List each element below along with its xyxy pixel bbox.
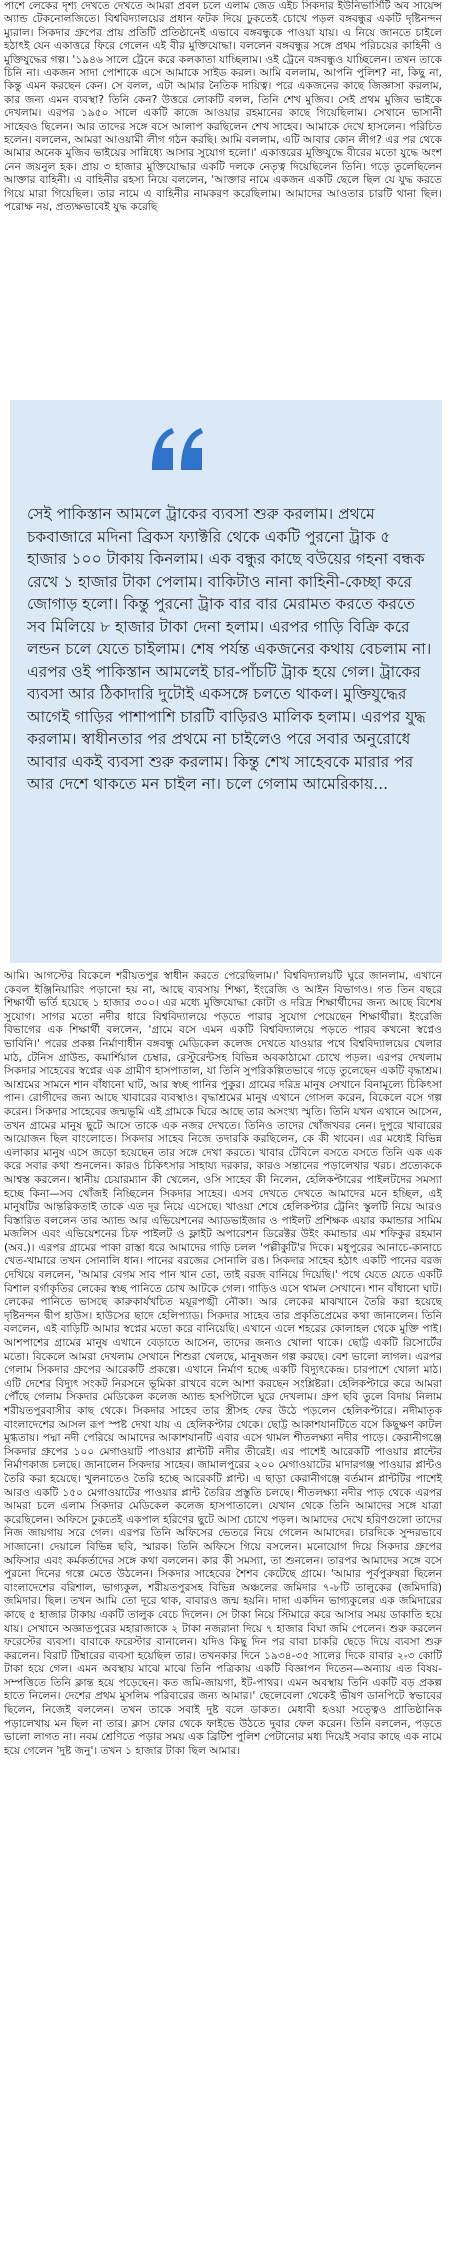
pull-quote-box [10, 400, 442, 963]
article-paragraph-bottom: আমি। আগস্টের বিকেলে শরীয়তপুর স্বাধীন করতে পেরেছিলাম।' বিশ্ববিদ্যালয়টি ঘুরে জানলাম, এখানে কেবল ইঞ্জিনিয়ারিং পড়ানো হয় না, আছে ব্যবসায় শিক্ষা, ইংরেজি ও আইন বিভাগও। গত তিন বছরে শিক্ষার্থী ভর্তি হয়েছে ১ হাজার ৩০০। এর মধ্যে মুক্তিযোদ্ধা কোটা ও দরিদ্র শিক্ষার্থীদের জন্য আছে বিশেষ সুযোগ। সাগর মতো নদীর ধারে বিশ্ববিদ্যালয়ে পড়তে পারার সুযোগ পেয়েছেন শিক্ষার্থীরা। ইংরেজি বিভাগের এক শিক্ষার্থী বললেন, 'গ্রামে বসে এমন একটি বিশ্ববিদ্যালয়ে পড়তে পারব কখনো স্বপ্নেও ভাবিনি।' পরের প্রকল্প নির্মাণাধীন বঙ্গবন্ধু মেডিকেল কলেজ দেখতে যাওয়ার পথে বিশ্ববিদ্যালয়ের খেলার মাঠ, টেনিস গ্রাউন্ড, কমার্শিয়াল চেম্বার, রেস্টুরেন্টসহ বিভিন্ন অবকাঠামো চোখে পড়ল। এরপর দেখলাম সিকদার সাহেবের স্বপ্নের এক গ্রামীণ হাসপাতাল, যা তিনি সুপরিকল্পিতভাবে গড়ে তুলেছেন একটি বৃদ্ধাশ্রম। আশ্রমের সামনে শান বাঁধানো ঘাট, আর স্বচ্ছ পানির পুকুর। গ্রামের দরিদ্র মানুষ সেখানে বিনামূল্যে চিকিৎসা পান। রোগীদের জন্য আছে খাবারের ব্যবস্থাও। বৃদ্ধাশ্রমের মানুষ এখানে গোসল করেন, বিকেলে বসে গল্প করেন। সিকদার সাহেবের জন্মভূমি এই গ্রামকে ঘিরে আছে তার অসংখ্য স্মৃতি। তিনি যখন এখানে আসেন, তখন গ্রামের মানুষ ছুটে আসে তাকে এক নজর দেখতে। তিনিও তাদের খোঁজখবর নেন। দুপুরে খাবারের আয়োজন ছিল বাংলোতে। সিকদার সাহেব নিজে তদারকি করছিলেন, কে কী খাবেন। এর মধ্যেই বিভিন্ন এলাকার মানুষ এসে জড়ো হয়েছেন তার সঙ্গে দেখা করতে। খাবার টেবিলে বসতে বসতে তিনি এক এক করে সবার কথা শুনলেন। কারও চিকিৎসার সাহায্য দরকার, কারও সন্তানের পড়ালেখার খরচ। প্রত্যেককে আশ্বস্ত করলেন। স্থানীয় চেয়ারম্যান কী খেলেন, ওসি সাহেব কী নিলেন, হেলিকপ্টারের পাইলটদের সমস্যা হচ্ছে কিনা—সব খোঁজই নিচ্ছিলেন সিকদার সাহেব। এসব দেখতে দেখতে আমাদের মনে হচ্ছিল, এই মানুষটির আন্তরিকতাই তাকে এত দূর নিয়ে এসেছে। খাওয়া শেষে হেলিকপ্টার ট্রেনিং স্কুলটি নিয়ে আরও বিস্তারিত বললেন তার অ্যান্ড আর এভিয়েশনের অ্যাডভাইজার ও পাইলট প্রশিক্ষক এয়ার কমান্ডার সামিম মজলিস এবং এভিয়েশনের চিফ পাইলট ও ফ্লাইট অপারেশন ডিরেক্টর উইং কমান্ডার এম শফিকুর রহমান (অব.)। এরপর গ্রামের পাকা রাস্তা ধরে আমাদের গাড়ি চলল 'পল্লীকুটি'র দিকে। মধুপুরের আনাচে-কানাচে খেত-খামারে তখন সোনালি ধান। পানের বরজের সোনালি রঙ। সিকদার সাহেব হঠাৎ একটি পানের বরজ দেখিয়ে বললেন, 'আমার বেগম সাব পান খান তো, তাই বরজ বানিয়ে দিয়েছি।' পথে যেতে যেতে একটি বিশাল বর্গাকৃতির লেকের স্বচ্ছ পানিতে চোখ আটকে গেল। গাড়িও এসে থামল সেখানে। শান বাঁধানো ঘাট। লেকের পানিতে ভাসছে কারুকার্যখচিত ময়ূরপঙ্খী নৌকা। আর লেকের মাঝখানে তৈরি করা হয়েছে দৃষ্টিনন্দন দ্বীপ হাউস। হাউসের ছাদে হেলিপ্যাড। সিকদার সাহেব তার প্রকৃতিপ্রেমের কথা জানালেন। তিনি বললেন, এই বাড়িটি আমার স্বপ্নের মতো করে বানিয়েছি। এখানে এলে শহরের কোলাহল থেকে মুক্তি পাই। আশপাশের গ্রামের মানুষ এখানে বেড়াতে আসেন, তাদের জন্যও খোলা থাকে। ছোট্ট একটি রিসোর্টের মতো। বিকেলে আমরা দেখলাম সেখানে শিশুরা খেলছে, মানুষজন গল্প করছে। বেশ ভালো লাগল। এরপর গেলাম সিকদার গ্রুপের আরেকটি প্রকল্পে। এখানে নির্মাণ হচ্ছে একটি বিদ্যুৎকেন্দ্র। চারপাশে খোলা মাঠ। এটি দেশের বিদ্যুৎ সংকট নিরসনে ভূমিকা রাখবে বলে আশা করছেন সংশ্লিষ্টরা। হেলিকপ্টারে করে আমরা পৌঁছে গেলাম সিকদার মেডিকেল কলেজ অ্যান্ড হসপিটালে ঘুরে দেখলাম। গ্রুপ ছবি তুলে বিদায় নিলাম শরীয়তপুরবাসীর কাছ থেকে। সিকদার সাহেব তার স্ত্রীসহ ফের উঠে পড়লেন হেলিকপ্টারে। নদীমাতৃক বাংলাদেশের আসল রূপ স্পষ্ট দেখা যায় এ হেলিকপ্টার থেকে। ছোট্ট আকাশযানটিতে বসে কিছুক্ষণ কাটল মুগ্ধতায়। পদ্মা নদী পেরিয়ে আমাদের আকাশযানটি এবার এসে থামল শীতলক্ষ্যা নদীর পাড়ে। কেরানীগঞ্জে সিকদার গ্রুপের ১০০ মেগাওয়াট পাওয়ার প্লান্টটি নদীর তীরেই। এর পাশেই আরেকটি পাওয়ার প্লান্টের নির্মাণকাজ চলছে। জানালেন সিকদার সাহেব। জামালপুরের ২০০ মেগাওয়াটের মাদারগঞ্জ পাওয়ার প্লান্টও তৈরি করা হয়েছে। খুলনাতেও তৈরি হচ্ছে আরেকটি প্লান্ট। এ ছাড়া কেরানীগঞ্জে বর্তমান প্লান্টটির পাশেই আরও একটি ১৫০ মেগাওয়াটের পাওয়ার প্লান্ট তৈরির প্রস্তুতি চলছে। শীতলক্ষ্যা নদীর পাড় থেকে এরপর আমরা চলে এলাম সিকদার মেডিকেল কলেজ হাসপাতালে। যেখান থেকে তিনি আমাদের সঙ্গে যাত্রা করেছিলেন। অফিসে ঢুকতেই একপাল হরিণের ছুটে আসা চোখে পড়ল। আমাদের দেখে হরিণগুলো তাদের নিজ জায়গায় সরে গেল। এরপর তিনি অফিসের ভেতরে নিয়ে গেলেন আমাদের। চারদিকে সুন্দরভাবে সাজানো। দেয়ালে বিভিন্ন ছবি, স্মারক। তিনি অফিসে গিয়ে বসলেন। মনোযোগ দিয়ে সিকদার গ্রুপের অফিসার এবং কর্মকর্তাদের সঙ্গে কথা বললেন। কার কী সমস্যা, তা শুনলেন। তারপর আমাদের সঙ্গে বসে পুরনো দিনের গল্পে মেতে উঠলেন। সিকদার সাহেবের শৈশব কেটেছে গ্রামে। 'আমার পূর্বপুরুষরা ছিলেন বাংলাদেশের বরিশাল, ভাগ্যকুল, শরীয়তপুরসহ বিভিন্ন অঞ্চলের জমিদার ৭-৮টি তালুকের (জমিদারি) জমিদার। ছিল। তখন আমি তো দূরে থাক, বাবারও জন্ম হয়নি। দাদা একদিন ভাগ্যকুলের এক জমিদারের কাছে ৫ হাজার টাকায় একটি তালুক বেচে দিলেন। সে টাকা নিয়ে স্টিমারে করে আসার সময় ডাকাতি হয়ে যায়। সেখানে অজ্ঞাতপুরের মহারাজাকে ২ টাকা নজরানা দিয়ে ৭ হাজার বিঘা জমি পেলেন। শুরু করলেন ফরেস্টের ব্যবসা। বাবাকে ফরেস্টার বানালেন। যদিও কিছু দিন পর বাবা চাকরি ছেড়ে দিয়ে ব্যবসা শুরু করলেন। বিরাট টিম্বারের ব্যবসা হয়েছিল তার। তখনকার দিনে ১৯৩৪-৩৫ সালের দিকে বাবার ২-৩ কোটি টাকা হয়ে গেল। এমন অবস্থায় মাঝে মাঝে তিনি পত্রিকায় একটি বিজ্ঞাপন দিতেন—অন্যায় এত বিষয়-সম্পত্তিতে তিনি ক্লান্ত হয়ে পড়েছেন। কত জমি-জায়গা, ইট-পাথর। এমন অবস্থায় তিনি একটি বড় প্রকল্প হাতে নিলেন। দেশের প্রথম মুসলিম পরিবারের জন্য আমার।' ছেলেবেলা থেকেই ভীষণ ডানপিটে স্বভাবের ছিলেন, নিজেই বললেন। তখন তাকে সবাই দুষ্ট বলে ডাকত। মেধাবী হওয়া সত্ত্বেও প্রাতিষ্ঠানিক পড়ালেখায় মন ছিল না তার। ক্লাস ফোর থেকে ফাইভে উঠতে দুবার ফেল করেন। তিনি বললেন, পড়তে ভালো লাগত না। নবম শ্রেণিতে পড়ার সময় এক ব্রিটিশ পুলিশ পেটানোর মধ্য দিয়েই সবার কাছে এক নামে হয়ে গেলেন 'দুষ্ট জনু'। তখন ১ হাজার টাকা ছিল আমার। [4, 970, 443, 1757]
pull-quote-text: সেই পাকিস্তান আমলে ট্রাকের ব্যবসা শুরু করলাম। প্রথমে চকবাজারে মদিনা ব্রিকস ফ্যাক্টরি থেকে একটি পুরনো ট্রাক ৫ হাজার ১০০ টাকায় কিনলাম। এক বন্ধুর কাছে বউয়ের গহনা বন্ধক রেখে ১ হাজার টাকা পেলাম। বাকিটাও নানা কাহিনী-কেচ্ছা করে জোগাড় হলো। কিন্তু পুরনো ট্রাক বার বার মেরামত করতে করতে সব মিলিয়ে ৮ হাজার টাকা দেনা হলাম। এরপর গাড়ি বিক্রি করে লন্ডন চলে যেতে চাইলাম। শেষ পর্যন্ত একজনের কথায় বেচলাম না। এরপর ওই পাকিস্তান আমলেই চার-পাঁচটি ট্রাক হয়ে গেল। ট্রাকের ব্যবসা আর ঠিকাদারি দুটোই একসঙ্গে চলতে থাকল। মুক্তিযুদ্ধের আগেই গাড়ির পাশাপাশি চারটি বাড়িরও মালিক হলাম। এরপর যুদ্ধ করলাম। স্বাধীনতার পর প্রথমে না চাইলেও পরে সবার অনুরোধে আবার একই ব্যবসা শুরু করলাম। কিন্তু শেখ সাহেবকে মারার পর আর দেশে থাকতে মন চাইল না। চলে গেলাম আমেরিকায়... [27, 505, 432, 793]
quote-mark-icon [148, 424, 208, 484]
article-paragraph-top: পাশে লেকের দৃশ্য দেখতে দেখতে আমরা প্রবল চলে এলাম জেড এইচ সিকদার ইউনিভার্সিটি অব সায়েন্স অ্যান্ড টেকনোলজিতে। বিশ্ববিদ্যালয়ের প্রধান ফটক দিয়ে ঢুকতেই চোখে পড়ল বঙ্গবন্ধুর একটি দৃষ্টিনন্দন ম্যুরাল। সিকদার গ্রুপের প্রায় প্রতিটি প্রতিষ্ঠানেই এভাবে বঙ্গবন্ধুকে পাওয়া যায়। এ নিয়ে জানতে চাইলে হঠাৎই যেন একাত্তরে ফিরে গেলেন এই বীর মুক্তিযোদ্ধা। বললেন বঙ্গবন্ধুর সঙ্গে প্রথম পরিচয়ের কাহিনী ও মুক্তিযুদ্ধের গল্প। '১৯৪৬ সালে ট্রেনে করে কলকাতা যাচ্ছিলাম। ওই ট্রেনে বঙ্গবন্ধুও যাচ্ছিলেন। তখন তাকে চিনি না। একজন সাদা পোশাকে এসে আমাকে সাইড করল। আমি বললাম, আপনি পুলিশ? না, কিছু না, কিন্তু এমন করছেন কেন। সে বলল, এটা আমার নৈতিক দায়িত্ব। পরে একজনের কাছে জিজ্ঞাসা করলাম, কার জন্য এমন ব্যবস্থা? তিনি কেন? উত্তরে লোকটি বলল, তিনি শেখ মুজিব। সেই প্রথম মুজিব ভাইকে দেখলাম। এরপর ১৯৫০ সালে একটি কাজে আওয়ার রহমানের কাছে গিয়েছিলাম। সেখানে ভাসানী সাহেবও ছিলেন। আর তাদের সঙ্গে বসে আলাপ করছিলেন শেখ সাহেব। আমাকে দেখে হাসলেন। পরিচিত হলেন। বললেন, আমরা আওয়ামী লীগ গঠন করছি। আমি বললাম, এটি আবার কোন লীগ? এর পর থেকে আমার অনেক মুজিব ভাইয়ের সান্নিধ্যে আসার সুযোগ হলো।' একাত্তরের মুক্তিযুদ্ধে বীরের মতো যুদ্ধে অংশ নেন জয়নুল হক। প্রায় ৩ হাজার মুক্তিযোদ্ধার একটি দলকে নেতৃত্ব দিয়েছিলেন তিনি। গড়ে তুলেছিলেন আক্তার বাহিনী। এ বাহিনীর রহস্য নিয়ে বললেন, 'আক্তার নামে একজন একটি ছেলে ছিল যে যুদ্ধ করতে গিয়ে মারা গিয়েছিল। তার নামে এ বাহিনীর নামকরণ করেছিলাম। আমাদের আওতার চারটি থানা ছিল। পরোক্ষ নয়, প্রত্যক্ষভাবেই যুদ্ধ করেছি [4, 0, 442, 214]
